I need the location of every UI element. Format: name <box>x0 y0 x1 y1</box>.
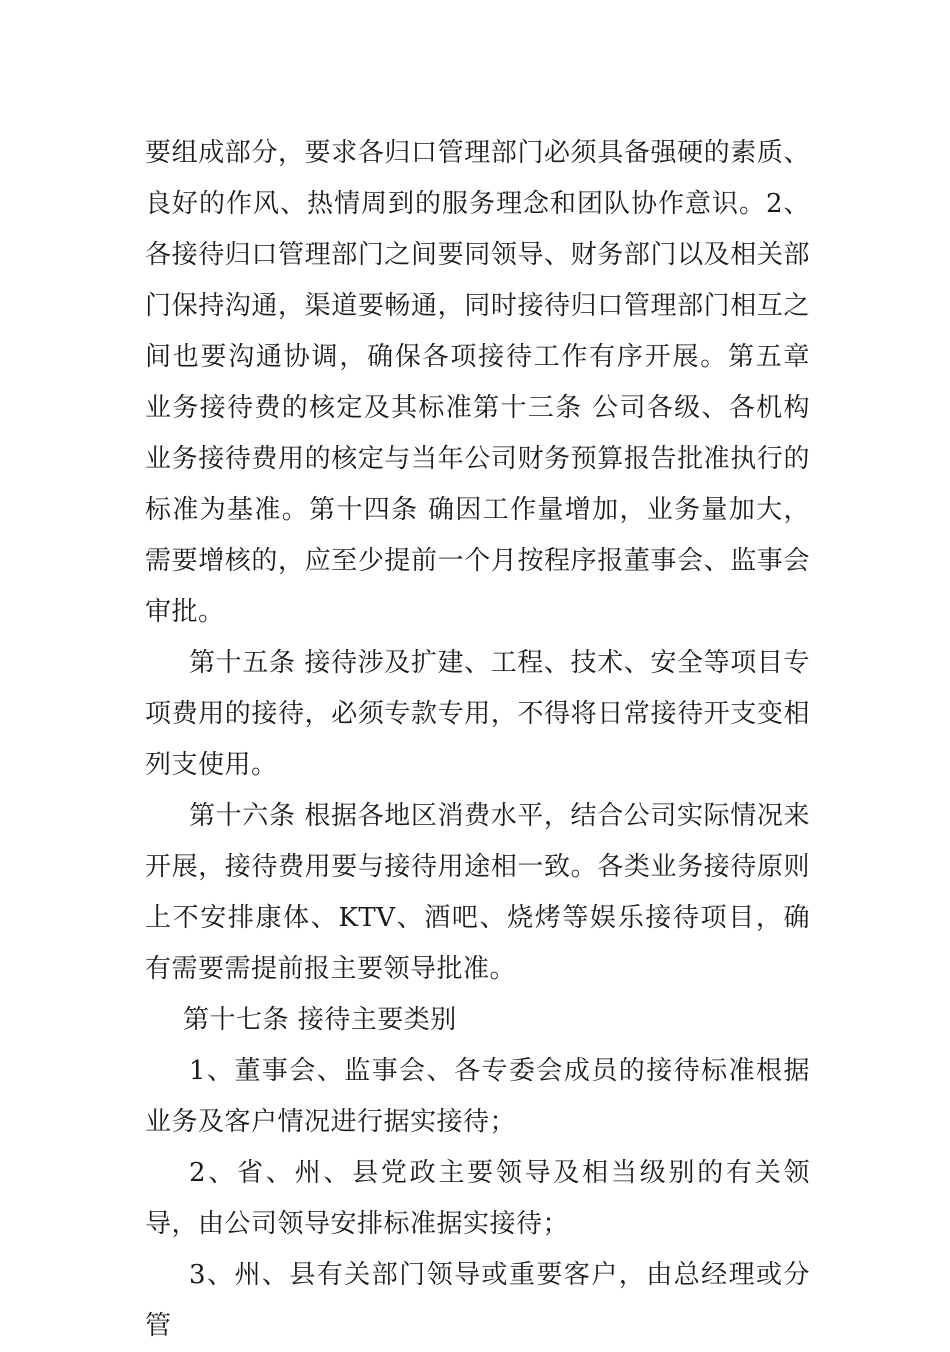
paragraph-article-17: 第十七条 接待主要类别 <box>183 1005 457 1035</box>
paragraph-item-1: 1、董事会、监事会、各专委会成员的接待标准根据业务及客户情况进行据实接待； <box>145 1056 810 1137</box>
paragraph-item-2: 2、省、州、县党政主要领导及相当级别的有关领导，由公司领导安排标准据实接待； <box>145 1158 810 1239</box>
document-body <box>145 128 810 1352</box>
paragraph-continuation: 要组成部分，要求各归口管理部门必须具备强硬的素质、良好的作风、热情周到的服务理念和团队协作意识。2、各接待归口管理部门之间要同领导、财务部门以及相关部门保持沟通，渠道要畅通，同时接待归口管理部门相互之间也要沟通协调，确保各项接待工作有序开展。第五章 业务接待费的核定及其标准第十三条 公司各级、各机构业务接待费用的核定与当年公司财务预算报告批准执行的标准为基准。第十四条 确因工作量增加，业务量加大，需要增核的，应至少提前一个月按程序报董事会、监事会审批。 <box>145 138 810 627</box>
paragraph-article-16: 第十六条 根据各地区消费水平，结合公司实际情况来开展，接待费用要与接待用途相一致。各类业务接待原则上不安排康体、KTV、酒吧、烧烤等娱乐接待项目，确有需要需提前报主要领导批准。 <box>145 801 810 984</box>
paragraph-article-15: 第十五条 接待涉及扩建、工程、技术、安全等项目专项费用的接待，必须专款专用，不得将日常接待开支变相列支使用。 <box>145 648 810 780</box>
paragraph-item-3: 3、州、县有关部门领导或重要客户，由总经理或分管 <box>145 1260 810 1341</box>
